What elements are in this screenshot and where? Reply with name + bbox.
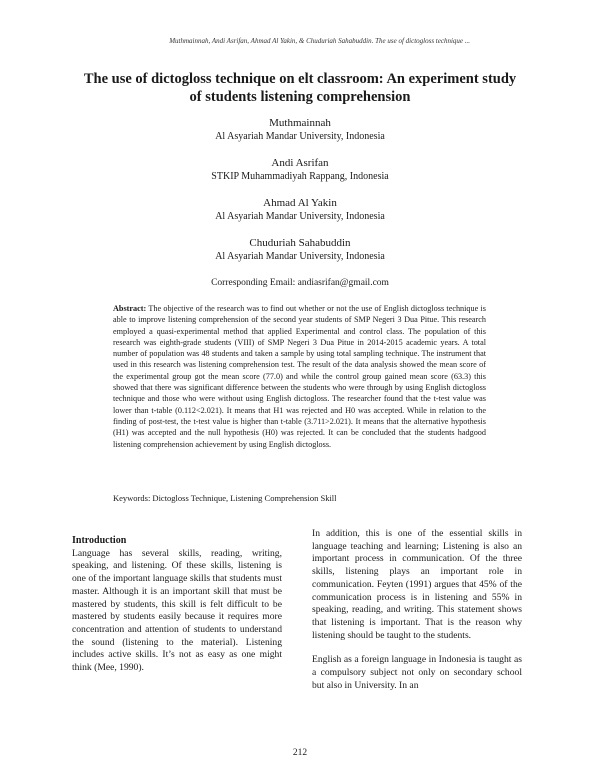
author-3	[120, 196, 480, 224]
corresponding-email: Corresponding Email: andiasrifan@gmail.com	[211, 278, 389, 288]
author-name: Muthmainnah	[269, 117, 331, 129]
author-affiliation: Al Asyariah Mandar University, Indonesia	[215, 131, 385, 142]
author-name: Chuduriah Sahabuddin	[249, 237, 351, 249]
paragraph: English as a foreign language in Indonesia is taught as a compulsory subject not only on secondary school but also in University. In an	[312, 654, 522, 691]
author-2	[120, 156, 480, 184]
author-affiliation: Al Asyariah Mandar University, Indonesia	[215, 251, 385, 262]
page-number: 212	[292, 748, 308, 758]
author-name: Andi Asrifan	[271, 157, 329, 169]
right-column	[312, 528, 522, 692]
abstract	[113, 303, 486, 450]
keywords: Keywords: Dictogloss Technique, Listening Comprehension Skill	[113, 493, 337, 503]
abstract-text: The objective of the research was to find out whether or not the use of English dictogloss technique is able to improve listening comprehension of the second year students of SMP Negeri 3 Dua Pitue. This research employed a quasi-experimental method that applied Experimental and control class. The population of this research was eighth-grade students (VIII) of SMP Negeri 3 Dua Pitue in 2014-2015 academic years. A total number of population was 48 students and taken a sample by using total sampling technique. The instrument that used in this research was listening comprehension test. The result of the data analysis showed the mean score of the experimental group got the mean score (77.0) and while the control group gained mean score (63.3) this showed that there was significant difference between the students who were through by using English dictogloss technique and those who were without using English dictogloss. The researcher found that the t-test value was lower than t-table (0.112<2.021). It means that H1 was rejected and H0 was accepted. While in relation to the finding of post-test, the t-test value is higher than t-table (3.711>2.021). It means that the alternative hypothesis (H1) was accepted and the null hypothesis (H0) was rejected. It can be concluded that the students hadgood listening comprehension achievement by using English dictogloss.	[113, 304, 486, 449]
paragraph: In addition, this is one of the essential skills in language teaching and learning; Listening is also an important process in communication. Of the three skills, listening plays an important role in communication. Feyten (1991) argues that 45% of the communication process is in listening and 55% in speaking, reading, and writing. This statement shows that listening is important. That is the reason why listening should be taught to the students.	[312, 528, 522, 641]
running-head: Muthmainnah, Andi Asrifan, Ahmad Al Yakin, & Chuduriah Sahabuddin. The use of dictogloss technique ...	[169, 37, 470, 45]
paper-title: The use of dictogloss technique on elt classroom: An experiment study of students listening comprehension	[83, 71, 517, 105]
author-affiliation: Al Asyariah Mandar University, Indonesia	[215, 211, 385, 222]
paragraph: Language has several skills, reading, writing, speaking, and listening. Of these skills, listening is one of the important language skills that students must master. Although it is an important skill that must be mastered by students, this skill is felt difficult to be mastered by students easily because it requires more concentration and attention of students to understand the sound (listening to the material). Listening includes active skills. It’s not as easy as one might think (Mee, 1990).	[72, 547, 282, 674]
author-4	[120, 236, 480, 264]
left-column	[72, 535, 282, 675]
section-heading-introduction: Introduction	[72, 535, 127, 546]
abstract-label: Abstract:	[113, 304, 147, 313]
author-affiliation: STKIP Muhammadiyah Rappang, Indonesia	[211, 171, 389, 182]
author-1	[120, 116, 480, 144]
author-name: Ahmad Al Yakin	[263, 197, 337, 209]
